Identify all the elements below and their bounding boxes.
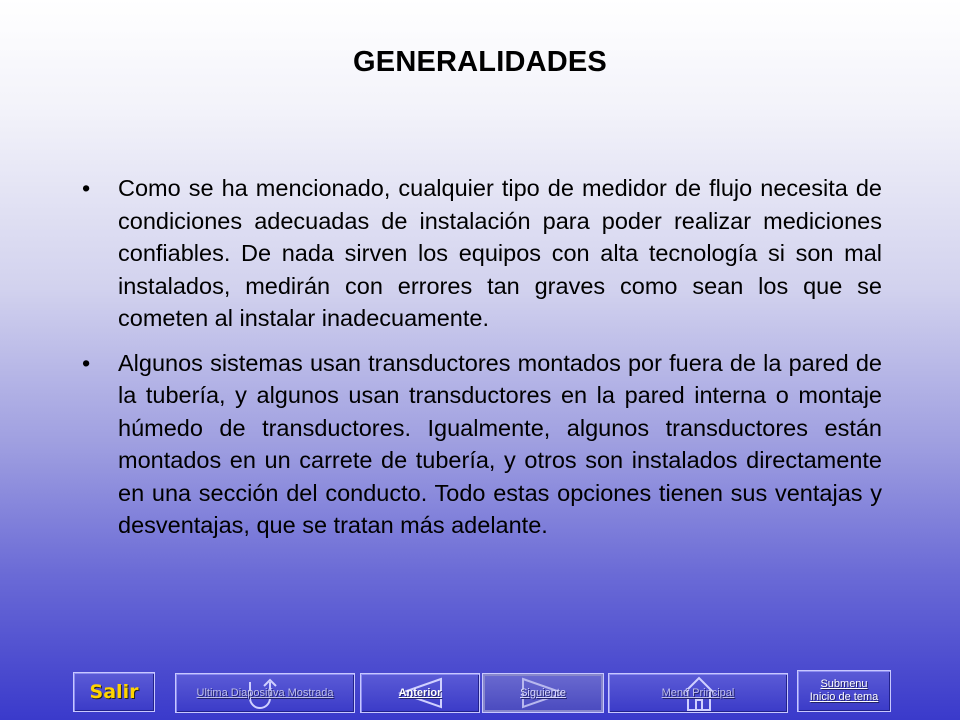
last-viewed-slide-button[interactable] — [175, 673, 355, 713]
next-label: Siguiente — [520, 687, 566, 699]
bullet-text: Como se ha mencionado, cualquier tipo de medidor de flujo necesita de condiciones adecuadas de instalación para poder realizar mediciones confiables. De nada sirven los equipos con alta tecnología si son mal instalados, medirán con errores tan graves como sean los que se cometen al instalar inadecuamente. — [118, 175, 882, 331]
previous-label: Anterior — [398, 687, 442, 699]
exit-button[interactable] — [73, 672, 155, 712]
topic-start-label: Inicio de tema — [809, 691, 879, 703]
previous-button[interactable] — [360, 673, 480, 713]
main-menu-label: Menú Principal — [661, 687, 735, 699]
last-viewed-slide-label: Ultima Diapositiva Mostrada — [196, 687, 334, 699]
bullet-list — [82, 172, 882, 554]
bullet-text: Algunos sistemas usan transductores montados por fuera de la pared de la tubería, y algunos usan transductores en la pared interna o montaje húmedo de transductores. Igualmente, algunos transductores están montados en un carrete de tubería, y otros son instalados directamente en una sección del conducto. Todo estas opciones tienen sus ventajas y desventajas, que se tratan más adelante. — [118, 349, 882, 538]
bullet-item — [82, 347, 882, 542]
navigation-bar — [0, 670, 960, 716]
main-menu-button[interactable] — [608, 673, 788, 713]
submenu-button[interactable] — [797, 670, 891, 712]
bullet-marker: • — [82, 349, 91, 376]
bullet-item — [82, 172, 882, 335]
exit-button-label: Salir — [89, 681, 139, 703]
submenu-label: Submenu — [820, 678, 868, 690]
bullet-marker: • — [82, 175, 91, 201]
slide-title: GENERALIDADES — [353, 46, 607, 78]
next-button[interactable] — [482, 673, 604, 713]
